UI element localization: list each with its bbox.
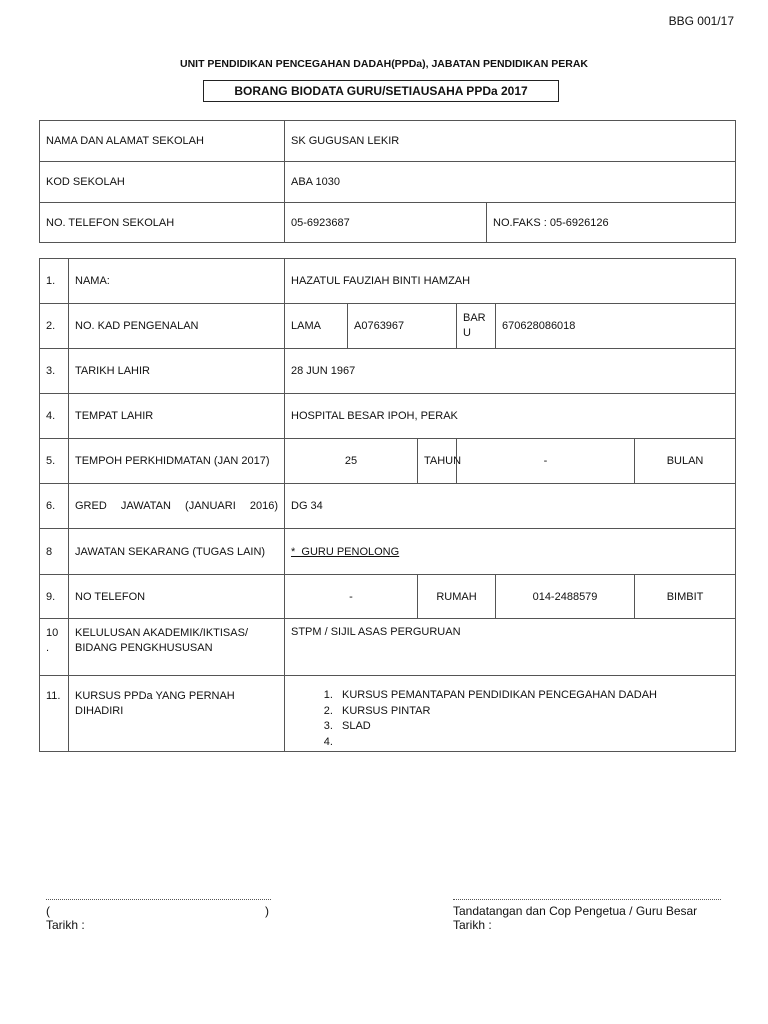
ic-old-label: LAMA: [285, 304, 348, 349]
mobile-phone-value: 014-2488579: [496, 575, 635, 619]
signature-line-left: [46, 899, 271, 900]
qualification-label: KELULUSAN AKADEMIK/IKTISAS/ BIDANG PENGKHUSUSAN: [69, 619, 285, 676]
table-row: [40, 394, 736, 439]
name-value: HAZATUL FAUZIAH BINTI HAMZAH: [285, 259, 736, 304]
row-number: 1.: [40, 259, 69, 304]
qualification-value: STPM / SIJIL ASAS PERGURUAN: [285, 619, 736, 676]
row-number: 5.: [40, 439, 69, 484]
birth-place-value: HOSPITAL BESAR IPOH, PERAK: [285, 394, 736, 439]
school-name-row: [40, 121, 736, 162]
ic-new-value: 670628086018: [496, 304, 736, 349]
ic-label: NO. KAD PENGENALAN: [69, 304, 285, 349]
form-title: BORANG BIODATA GURU/SETIAUSAHA PPDa 2017: [203, 80, 559, 102]
row-number: 2.: [40, 304, 69, 349]
service-months-unit: BULAN: [635, 439, 736, 484]
birth-date-label: TARIKH LAHIR: [69, 349, 285, 394]
table-row: [40, 676, 736, 752]
ic-old-value: A0763967: [348, 304, 457, 349]
list-item: 1. KURSUS PEMANTAPAN PENDIDIKAN PENCEGAHAN DADAH: [336, 688, 729, 704]
table-row: [40, 304, 736, 349]
form-reference-code: BBG 001/17: [668, 14, 734, 28]
list-item: 2. KURSUS PINTAR: [336, 704, 729, 720]
name-label: NAMA:: [69, 259, 285, 304]
grade-label-part: JAWATAN: [120, 500, 171, 512]
row-number: 11.: [40, 676, 69, 752]
row-number: 9.: [40, 575, 69, 619]
school-name-label: NAMA DAN ALAMAT SEKOLAH: [40, 121, 285, 162]
row-number: 4.: [40, 394, 69, 439]
grade-label-part: GRED: [75, 500, 107, 512]
row-number: 10 .: [40, 619, 69, 676]
right-date-label: Tarikh :: [453, 918, 492, 932]
birth-date-value: 28 JUN 1967: [285, 349, 736, 394]
signature-line-right: [453, 899, 721, 900]
name-bracket-close: ): [265, 904, 269, 918]
home-phone-label: RUMAH: [418, 575, 496, 619]
current-position-value: * GURU PENOLONG: [291, 545, 400, 558]
service-years-value: 25: [285, 439, 418, 484]
table-row: [40, 484, 736, 529]
row-number: 3.: [40, 349, 69, 394]
list-item: 3. SLAD: [336, 719, 729, 735]
school-phone-value: 05-6923687: [285, 203, 487, 243]
grade-label: [69, 484, 285, 529]
grade-label-part: (JANUARI: [185, 500, 236, 512]
school-phone-row: [40, 203, 736, 243]
service-years-unit: TAHUN: [418, 439, 457, 484]
table-row: [40, 439, 736, 484]
school-code-row: [40, 162, 736, 203]
school-fax: NO.FAKS : 05-6926126: [487, 203, 736, 243]
school-phone-label: NO. TELEFON SEKOLAH: [40, 203, 285, 243]
grade-label-part: 2016): [249, 500, 278, 512]
grade-value: DG 34: [285, 484, 736, 529]
current-position-label: JAWATAN SEKARANG (TUGAS LAIN): [69, 529, 285, 575]
courses-label: KURSUS PPDa YANG PERNAH DIHADIRI: [69, 676, 285, 752]
home-phone-value: -: [285, 575, 418, 619]
table-row: [40, 529, 736, 575]
school-info-table: [39, 120, 736, 243]
mobile-phone-label: BIMBIT: [635, 575, 736, 619]
school-code-label: KOD SEKOLAH: [40, 162, 285, 203]
ic-new-label: BAR U: [457, 304, 496, 349]
courses-cell: [285, 676, 736, 752]
table-row: [40, 349, 736, 394]
school-code-value: ABA 1030: [285, 162, 736, 203]
school-name-value: SK GUGUSAN LEKIR: [285, 121, 736, 162]
birth-place-label: TEMPAT LAHIR: [69, 394, 285, 439]
table-row: [40, 619, 736, 676]
principal-signature-caption: Tandatangan dan Cop Pengetua / Guru Besar: [453, 904, 698, 918]
courses-list: [291, 688, 729, 750]
service-months-value: -: [457, 439, 635, 484]
name-bracket-open: (: [46, 904, 50, 918]
table-row: [40, 259, 736, 304]
unit-heading: UNIT PENDIDIKAN PENCEGAHAN DADAH(PPDa), JABATAN PENDIDIKAN PERAK: [180, 58, 588, 70]
table-row: [40, 575, 736, 619]
left-date-label: Tarikh :: [46, 918, 85, 932]
biodata-table: [39, 258, 736, 752]
phone-label: NO TELEFON: [69, 575, 285, 619]
list-item: [336, 735, 729, 751]
current-position-cell: [285, 529, 736, 575]
row-number: 6.: [40, 484, 69, 529]
row-number: 8: [40, 529, 69, 575]
service-length-label: TEMPOH PERKHIDMATAN (JAN 2017): [69, 439, 285, 484]
